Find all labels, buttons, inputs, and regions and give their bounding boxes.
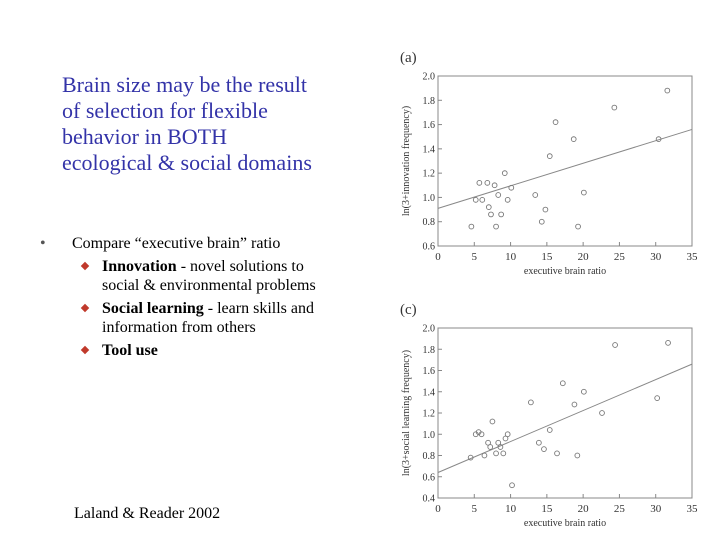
diamond-bullet-icon [81, 262, 89, 270]
data-point [533, 193, 538, 198]
data-point [485, 180, 490, 185]
sub-bullet-text: - novel solutions to social & environmental problems [102, 258, 316, 294]
data-point [480, 197, 485, 202]
data-point [543, 207, 548, 212]
slide-title [62, 72, 392, 176]
x-axis-label: executive brain ratio [523, 518, 607, 529]
x-tick-label: 30 [650, 503, 662, 515]
data-point [502, 171, 507, 176]
data-point [528, 400, 533, 405]
x-tick-label: 5 [471, 503, 478, 515]
data-point [536, 440, 541, 445]
plot-frame [438, 76, 692, 246]
data-point [510, 483, 515, 488]
data-point [482, 453, 487, 458]
title-line-1: Brain size may be the result [62, 72, 307, 97]
title-line-4: ecological & social domains [62, 150, 312, 175]
y-tick-label: 1.2 [422, 408, 435, 420]
panel-label: (a) [400, 50, 417, 66]
regression-line [438, 364, 692, 472]
data-point [655, 396, 660, 401]
x-tick-label: 35 [686, 251, 698, 263]
x-tick-label: 20 [577, 251, 589, 263]
sub-bullet-bold: Social learning [102, 300, 204, 317]
x-tick-label: 10 [505, 503, 517, 515]
y-tick-label: 1.6 [422, 366, 435, 377]
data-point [469, 224, 474, 229]
data-point [490, 419, 495, 424]
x-tick-label: 35 [686, 503, 698, 515]
data-point [571, 137, 576, 142]
y-tick-label: 1.8 [422, 95, 435, 107]
plot-frame [438, 328, 692, 498]
data-point [572, 402, 577, 407]
data-point [553, 120, 558, 125]
data-point [542, 447, 547, 452]
data-point [575, 453, 580, 458]
title-line-3: behavior in BOTH [62, 124, 227, 149]
bullet-compare-text: Compare “executive brain” ratio [72, 235, 281, 252]
y-tick-label: 1.4 [422, 144, 435, 156]
chart-a [396, 48, 706, 289]
bullet-compare [26, 234, 326, 253]
y-tick-label: 1.0 [422, 192, 435, 204]
data-point [489, 212, 494, 217]
data-point [665, 88, 670, 93]
data-point [600, 411, 605, 416]
data-point [612, 105, 617, 110]
diamond-bullet-icon [81, 346, 89, 354]
bullet-dot-icon: • [40, 235, 46, 252]
data-point [496, 193, 501, 198]
data-point [494, 451, 499, 456]
y-tick-label: 0.4 [422, 493, 435, 505]
x-tick-label: 25 [613, 503, 625, 515]
data-point [505, 197, 510, 202]
sub-bullet-tool-use [26, 341, 326, 360]
data-point [560, 381, 565, 386]
x-tick-label: 25 [613, 251, 625, 263]
chart-c [396, 300, 706, 541]
y-tick-label: 1.2 [422, 168, 435, 180]
data-point [613, 343, 618, 348]
y-axis-label: ln(3+innovation frequency) [401, 105, 412, 217]
x-tick-label: 0 [435, 503, 441, 515]
data-point [488, 445, 493, 450]
data-point [505, 432, 510, 437]
regression-line [438, 129, 692, 208]
data-point [501, 451, 506, 456]
y-tick-label: 0.8 [422, 451, 435, 462]
citation: Laland & Reader 2002 [74, 505, 221, 522]
chart-c-svg [396, 300, 706, 536]
y-tick-label: 1.6 [422, 120, 435, 132]
x-tick-label: 10 [505, 251, 517, 263]
data-point [581, 389, 586, 394]
y-tick-label: 2.0 [422, 323, 435, 335]
diamond-bullet-icon [81, 304, 89, 312]
bullet-list [26, 234, 326, 360]
data-point [486, 205, 491, 210]
x-tick-label: 0 [435, 251, 441, 263]
x-tick-label: 15 [541, 251, 553, 263]
sub-bullet-bold: Innovation [102, 258, 177, 275]
sub-bullet-bold: Tool use [102, 342, 158, 359]
y-tick-label: 1.0 [422, 429, 435, 441]
title-line-2: of selection for flexible [62, 98, 268, 123]
data-point [547, 428, 552, 433]
data-point [477, 180, 482, 185]
y-tick-label: 0.6 [422, 472, 435, 484]
x-tick-label: 20 [577, 503, 589, 515]
panel-label: (c) [400, 302, 417, 318]
y-tick-label: 1.8 [422, 344, 435, 356]
data-point [494, 224, 499, 229]
x-tick-label: 30 [650, 251, 662, 263]
data-point [473, 197, 478, 202]
y-tick-label: 2.0 [422, 71, 435, 83]
data-point [666, 340, 671, 345]
chart-a-svg [396, 48, 706, 284]
x-tick-label: 5 [471, 251, 478, 263]
y-axis-label: ln(3+social learning frequency) [401, 349, 412, 477]
sub-bullet-text: - learn skills and information from others [102, 300, 314, 336]
data-point [581, 190, 586, 195]
sub-bullet-social-learning [26, 299, 326, 337]
data-point [492, 183, 497, 188]
x-axis-label: executive brain ratio [523, 266, 607, 277]
x-tick-label: 15 [541, 503, 553, 515]
data-point [539, 219, 544, 224]
data-point [555, 451, 560, 456]
y-tick-label: 0.6 [422, 241, 435, 253]
sub-bullet-innovation [26, 257, 326, 295]
data-point [499, 212, 504, 217]
y-tick-label: 0.8 [422, 217, 435, 229]
data-point [547, 154, 552, 159]
y-tick-label: 1.4 [422, 387, 435, 399]
data-point [576, 224, 581, 229]
